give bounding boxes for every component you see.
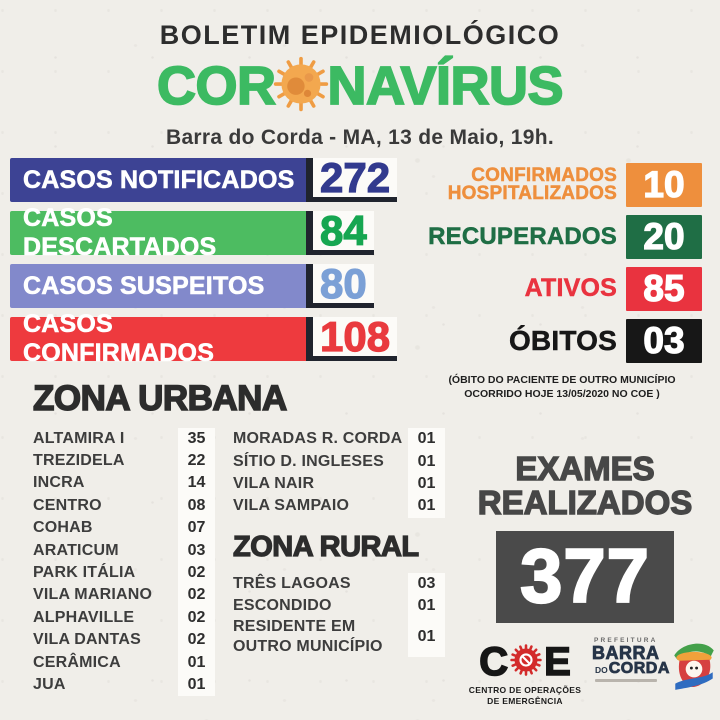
neighborhood-count: 02: [178, 607, 215, 629]
neighborhood-count: 01: [178, 651, 215, 673]
neighborhood-name: VILA MARIANO: [33, 586, 153, 604]
neighborhood-name: VILA SAMPAIO: [233, 497, 350, 515]
list-item: [233, 595, 445, 617]
stat-value-confirmados: 108: [313, 317, 397, 361]
prefeitura-barra-do-corda-logo: [592, 637, 715, 698]
coronavirus-icon: [272, 55, 330, 122]
bulletin-subtitle: Barra do Corda - MA, 13 de Maio, 19h.: [165, 126, 554, 149]
coe-letter-e: E: [544, 639, 571, 684]
locality-count: 01: [408, 617, 445, 657]
neighborhood-name: ARATICUM: [33, 541, 119, 559]
stat-value-descartados: 84: [313, 211, 374, 255]
header: [0, 20, 720, 150]
neighborhood-count: 22: [178, 450, 215, 472]
stat-row-suspeitos: [10, 259, 397, 308]
prefeitura-wordmark: [592, 637, 670, 682]
case-stats-left: [10, 153, 397, 370]
obitos-note-line2: OCORRIDO HOJE 13/05/2020 NO COE ): [464, 387, 660, 400]
list-item: [233, 573, 445, 595]
neighborhood-count: 02: [178, 584, 215, 606]
zona-urbana-title: ZONA URBANA: [33, 379, 287, 418]
prefeitura-slogan-bar: [595, 679, 657, 682]
obitos-note: [412, 374, 712, 401]
stat-label-obitos: ÓBITOS: [508, 324, 617, 356]
stat-row-obitos: [412, 319, 702, 363]
stat-value-ativos: 85: [626, 267, 702, 311]
locality-count: 01: [408, 595, 445, 617]
coe-letter-c: C: [479, 639, 509, 684]
neighborhood-name: COHAB: [33, 519, 93, 537]
stat-value-obitos: 03: [626, 319, 702, 363]
neighborhood-count: 14: [178, 472, 215, 494]
neighborhood-name: SÍTIO D. INGLESES: [233, 452, 384, 470]
stat-value-notificados: 272: [313, 158, 397, 202]
stat-row-hospitalizados: [412, 163, 702, 207]
neighborhood-count: 35: [178, 428, 215, 450]
stat-row-notificados: [10, 153, 397, 202]
prefeitura-do: DO: [595, 665, 608, 675]
stat-label-descartados: CASOS DESCARTADOS: [10, 211, 313, 255]
stat-value-recuperados: 20: [626, 215, 702, 259]
zona-middle-column: [233, 428, 445, 657]
neighborhood-name: PARK ITÁLIA: [33, 564, 136, 582]
neighborhood-count: 01: [408, 473, 445, 495]
neighborhood-name: JUA: [33, 675, 66, 693]
neighborhood-count: 01: [408, 495, 445, 517]
list-item: [233, 495, 445, 517]
coe-subtitle-line2: DE EMERGÊNCIA: [487, 696, 563, 707]
bulletin-kicker: BOLETIM EPIDEMIOLÓGICO: [159, 20, 561, 50]
neighborhood-count: 01: [408, 450, 445, 472]
stat-value-hospitalizados: 10: [626, 163, 702, 207]
neighborhood-count: 02: [178, 629, 215, 651]
neighborhood-name: VILA NAIR: [233, 474, 315, 492]
coe-subtitle-line1: CENTRO DE OPERAÇÕES: [468, 685, 582, 695]
coe-wordmark: [464, 641, 586, 682]
neighborhood-name: CENTRO: [33, 496, 102, 514]
title-prefix: COR: [156, 55, 276, 116]
stat-label-suspeitos: CASOS SUSPEITOS: [10, 264, 313, 308]
stat-row-recuperados: [412, 215, 702, 259]
prefeitura-corda: CORDA: [608, 660, 670, 677]
locality-name: TRÊS LAGOAS: [233, 574, 351, 592]
neighborhood-count: 02: [178, 562, 215, 584]
prefeitura-barra: BARRA: [592, 643, 660, 663]
stat-label-notificados: CASOS NOTIFICADOS: [10, 158, 313, 202]
stat-label-recuperados: RECUPERADOS: [428, 222, 617, 250]
locality-name: ESCONDIDO: [233, 597, 332, 615]
neighborhood-count: 07: [178, 517, 215, 539]
neighborhood-name: INCRA: [33, 474, 85, 492]
obitos-note-line1: (ÓBITO DO PACIENTE DE OUTRO MUNICÍPIO: [448, 374, 676, 386]
exames-realizados-section: [460, 452, 710, 623]
locality-name: RESIDENTE EM OUTRO MUNICÍPIO: [233, 618, 383, 656]
neighborhood-name: ALPHAVILLE: [33, 608, 135, 626]
stat-row-confirmados: [10, 310, 397, 367]
stat-label-ativos: ATIVOS: [524, 274, 617, 303]
list-item: [233, 428, 445, 450]
neighborhood-count: 08: [178, 495, 215, 517]
list-item: [233, 617, 445, 657]
stat-value-suspeitos: 80: [313, 264, 374, 308]
coe-virus-icon: [509, 643, 543, 684]
list-item: [33, 674, 287, 696]
prefeitura-emblem-icon: [673, 641, 715, 698]
bulletin-title: [0, 52, 720, 119]
exames-value-box: [496, 531, 674, 623]
title-suffix: NAVÍRUS: [327, 55, 564, 116]
prefeitura-corda-row: [592, 661, 670, 677]
stat-label-hospitalizados: CONFIRMADOS HOSPITALIZADOS: [447, 164, 617, 204]
prefeitura-label: PREFEITURA: [594, 637, 658, 644]
coe-logo: [464, 641, 586, 707]
neighborhood-name: MORADAS R. CORDA: [233, 430, 403, 448]
stat-row-ativos: [412, 267, 702, 311]
coe-subtitle: [464, 685, 586, 707]
exames-label-line1: EXAMES: [515, 450, 655, 487]
neighborhood-count: 01: [178, 674, 215, 696]
list-item: [233, 450, 445, 472]
zona-rural-title: ZONA RURAL: [233, 530, 419, 563]
neighborhood-name: VILA DANTAS: [33, 631, 141, 649]
exames-value: 377: [520, 533, 650, 619]
locality-count: 03: [408, 573, 445, 595]
stat-row-descartados: [10, 204, 397, 261]
neighborhood-name: ALTAMIRA I: [33, 429, 125, 447]
list-item: [233, 473, 445, 495]
neighborhood-name: CERÂMICA: [33, 653, 121, 671]
neighborhood-count: 01: [408, 428, 445, 450]
neighborhood-count: 03: [178, 539, 215, 561]
stat-label-confirmados: CASOS CONFIRMADOS: [10, 317, 313, 361]
case-stats-right: [412, 163, 702, 371]
neighborhood-name: TREZIDELA: [33, 452, 125, 470]
exames-label-line2: REALIZADOS: [477, 483, 693, 521]
